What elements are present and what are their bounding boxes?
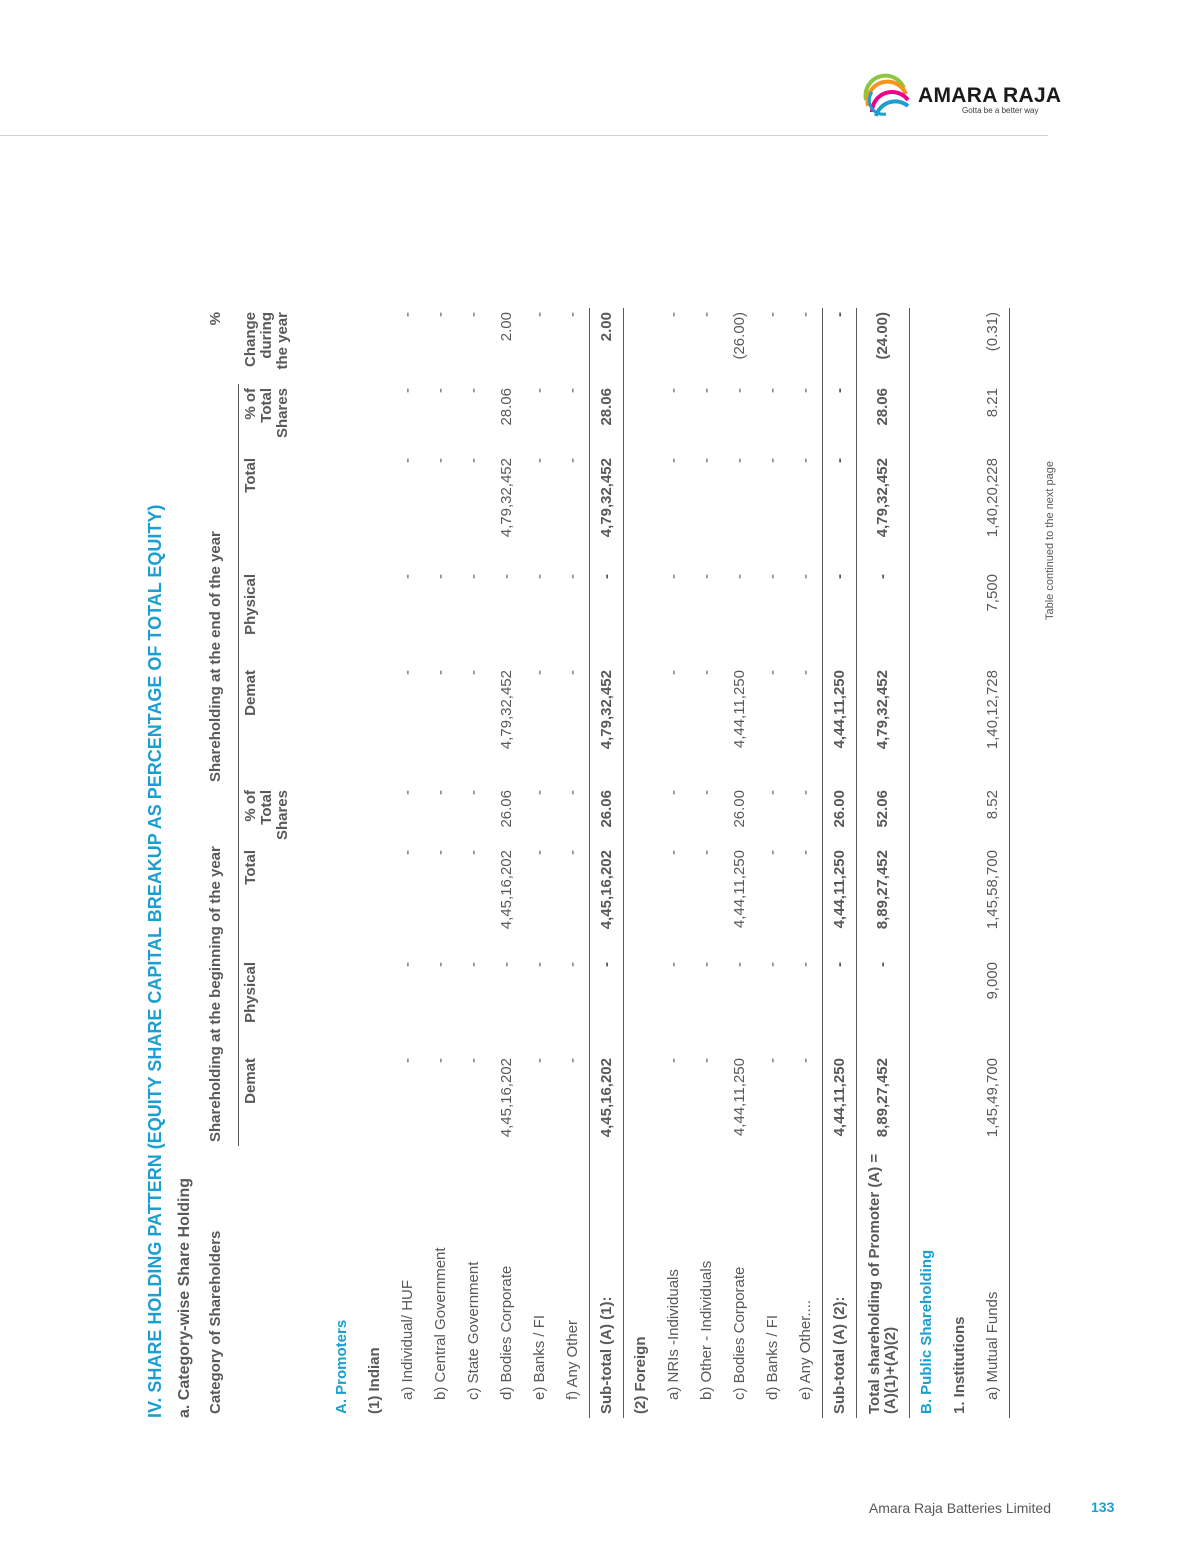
table-cell [325, 308, 358, 384]
table-cell: - [763, 850, 781, 855]
table-cell: - [563, 1058, 581, 1063]
table-cell [943, 786, 976, 846]
table-cell: - [697, 670, 715, 675]
col-change-header-top: % [207, 312, 224, 326]
table-cell: - [763, 312, 781, 317]
table-cell: - [763, 1058, 781, 1063]
row-label: a) Individual/ HUF [398, 1279, 416, 1400]
company-logo [858, 70, 1062, 130]
table-cell: - [697, 850, 715, 855]
table-cell: - [590, 570, 624, 666]
table-row [723, 308, 756, 1418]
table-cell: - [530, 670, 548, 675]
table-cell: - [796, 458, 814, 463]
col-pct-header: % of Total Shares [242, 388, 291, 439]
table-cell: 26.06 [497, 790, 515, 828]
table-row [690, 308, 723, 1418]
header-row-columns [239, 308, 326, 1418]
table-cell [358, 666, 391, 786]
table-cell: (0.31) [976, 308, 1010, 384]
table-cell: - [796, 574, 814, 579]
table-cell: - [530, 790, 548, 795]
table-cell [910, 958, 944, 1054]
table-cell: 28.06 [590, 384, 624, 454]
table-cell: 2.00 [497, 312, 515, 342]
table-cell [358, 1054, 391, 1146]
table-cell [624, 1054, 658, 1146]
table-cell [624, 308, 658, 384]
table-cell [910, 570, 944, 666]
table-cell: - [664, 962, 682, 967]
table-cell: - [530, 962, 548, 967]
table-cell [624, 786, 658, 846]
table-cell [910, 1054, 944, 1146]
table-row [424, 308, 457, 1418]
table-cell: - [464, 574, 482, 579]
table-cell [943, 666, 976, 786]
table-cell [943, 384, 976, 454]
table-cell: - [664, 1058, 682, 1063]
table-row [823, 308, 857, 1418]
table-cell [943, 454, 976, 570]
table-cell: - [730, 962, 748, 967]
table-cell: - [730, 388, 748, 393]
row-label: b) Central Government [431, 1247, 449, 1400]
table-cell [325, 958, 358, 1054]
header-row-groups [202, 308, 239, 1418]
continued-note-text: Table continued to the next page [1044, 460, 1056, 620]
table-cell [624, 570, 658, 666]
row-label: Sub-total (A) (2): [823, 1146, 857, 1418]
table-cell [943, 958, 976, 1054]
row-label: (1) Indian [365, 1347, 383, 1414]
table-cell: - [398, 850, 416, 855]
table-cell: 52.06 [857, 786, 910, 846]
table-cell: - [697, 312, 715, 317]
row-label: a) Mutual Funds [976, 1146, 1010, 1418]
table-cell: - [530, 312, 548, 317]
col-total-header: Total [242, 850, 259, 885]
row-label: A. Promoters [332, 1319, 350, 1414]
table-cell: - [563, 458, 581, 463]
table-cell: - [464, 312, 482, 317]
table-cell [910, 308, 944, 384]
table-cell: - [431, 388, 449, 393]
table-cell: 28.06 [857, 384, 910, 454]
table-cell: 26.00 [730, 790, 748, 828]
table-row [556, 308, 590, 1418]
group-begin-header: Shareholding at the beginning of the year [202, 786, 239, 1146]
section-title: IV. SHARE HOLDING PATTERN (EQUITY SHARE CAPITAL BREAKUP AS PERCENTAGE OF TOTAL EQUITY) [145, 504, 165, 1418]
table-cell: - [823, 454, 857, 570]
table-cell: - [530, 1058, 548, 1063]
col-pct-header: % of Total Shares [242, 790, 291, 841]
table-cell: - [431, 670, 449, 675]
table-cell: - [763, 574, 781, 579]
table-cell [910, 786, 944, 846]
table-cell: - [464, 962, 482, 967]
table-cell: - [530, 458, 548, 463]
table-cell: - [464, 1058, 482, 1063]
table-cell: 9,000 [976, 958, 1010, 1054]
table-cell [325, 1054, 358, 1146]
table-cell: 26.06 [590, 786, 624, 846]
table-cell: - [857, 958, 910, 1054]
table-cell [943, 308, 976, 384]
table-cell: - [398, 312, 416, 317]
table-cell: - [431, 574, 449, 579]
table-cell: 4,45,16,202 [497, 850, 515, 930]
table-cell: 4,44,11,250 [730, 670, 748, 749]
table-cell: - [763, 458, 781, 463]
row-label: e) Banks / FI [530, 1314, 548, 1400]
table-cell [325, 786, 358, 846]
table-cell: - [697, 458, 715, 463]
row-label: f) Any Other [563, 1319, 581, 1400]
table-cell [624, 958, 658, 1054]
table-cell: - [530, 574, 548, 579]
table-cell [624, 666, 658, 786]
table-row [523, 308, 556, 1418]
table-cell: - [664, 790, 682, 795]
row-label: d) Bodies Corporate [497, 1265, 515, 1400]
table-cell [624, 384, 658, 454]
table-cell: (24.00) [857, 308, 910, 384]
table-cell: - [563, 850, 581, 855]
col-category-header: Category of Shareholders [207, 1230, 224, 1414]
table-body [325, 308, 1010, 1418]
table-cell [358, 570, 391, 666]
table-cell: - [697, 1058, 715, 1063]
table-cell: - [796, 388, 814, 393]
table-cell [624, 846, 658, 958]
table-cell [358, 454, 391, 570]
table-cell: - [823, 958, 857, 1054]
col-demat-header: Demat [242, 1058, 259, 1104]
row-label: d) Banks / FI [763, 1314, 781, 1400]
table-cell: 7,500 [976, 570, 1010, 666]
table-row [910, 308, 944, 1418]
rotated-table-section [140, 178, 1040, 1418]
table-cell: 8,89,27,452 [857, 846, 910, 958]
table-cell: - [697, 790, 715, 795]
row-label: B. Public Shareholding [910, 1146, 944, 1418]
table-cell: 4,79,32,452 [857, 454, 910, 570]
table-cell: - [697, 388, 715, 393]
table-cell: - [796, 790, 814, 795]
table-cell [325, 570, 358, 666]
table-cell: 4,79,32,452 [497, 670, 515, 750]
table-cell [943, 570, 976, 666]
table-cell: 8.52 [976, 786, 1010, 846]
table-row [590, 308, 624, 1418]
table-cell: - [431, 1058, 449, 1063]
col-change-header: Change during the year [241, 312, 291, 370]
table-cell: - [464, 670, 482, 675]
table-cell: - [796, 1058, 814, 1063]
table-cell: - [431, 850, 449, 855]
table-cell: 8,89,27,452 [857, 1054, 910, 1146]
table-cell: - [563, 312, 581, 317]
table-cell: 26.00 [823, 786, 857, 846]
table-cell: - [431, 790, 449, 795]
brand-tagline: Gotta be a better way [962, 106, 1039, 115]
table-cell: - [763, 670, 781, 675]
row-label: 1. Institutions [950, 1316, 968, 1414]
table-cell: - [398, 790, 416, 795]
table-cell: 4,44,11,250 [823, 846, 857, 958]
section-subtitle: a. Category-wise Share Holding [176, 1177, 193, 1418]
table-row [358, 308, 391, 1418]
table-cell: - [563, 388, 581, 393]
table-cell: - [664, 458, 682, 463]
header-divider [0, 135, 1048, 136]
table-cell: - [464, 790, 482, 795]
row-label: b) Other - Individuals [697, 1260, 715, 1400]
table-cell: - [730, 574, 748, 579]
table-cell: - [497, 574, 515, 579]
table-cell: 1,45,49,700 [976, 1054, 1010, 1146]
table-cell [943, 1054, 976, 1146]
shareholding-table [202, 308, 1010, 1418]
table-cell: - [431, 458, 449, 463]
table-cell: - [497, 962, 515, 967]
table-cell: 4,45,16,202 [590, 846, 624, 958]
table-cell: - [730, 458, 748, 463]
table-row [391, 308, 424, 1418]
table-cell: - [590, 958, 624, 1054]
table-cell: - [398, 1058, 416, 1063]
table-cell: - [563, 790, 581, 795]
table-cell: 1,45,58,700 [976, 846, 1010, 958]
table-cell: - [796, 670, 814, 675]
table-cell: 4,79,32,452 [590, 666, 624, 786]
table-cell [358, 384, 391, 454]
table-cell: - [823, 308, 857, 384]
col-total-header: Total [242, 458, 259, 493]
group-end-header: Shareholding at the end of the year [202, 384, 239, 786]
table-cell: - [823, 570, 857, 666]
table-cell: - [530, 388, 548, 393]
table-cell [943, 846, 976, 958]
table-row [976, 308, 1010, 1418]
table-cell: 2.00 [590, 308, 624, 384]
table-row [624, 308, 658, 1418]
table-cell: (26.00) [730, 312, 748, 360]
table-cell [358, 786, 391, 846]
table-cell: - [563, 574, 581, 579]
table-cell: 4,79,32,452 [497, 458, 515, 538]
table-row [756, 308, 789, 1418]
row-label: Total shareholding of Promoter (A) = (A)(1)+(A)(2) [857, 1146, 910, 1418]
table-cell [358, 846, 391, 958]
table-cell: 4,45,16,202 [590, 1054, 624, 1146]
table-cell: - [664, 850, 682, 855]
table-cell: 4,44,11,250 [823, 1054, 857, 1146]
table-cell: - [398, 458, 416, 463]
table-cell: - [464, 388, 482, 393]
amara-raja-swirl-icon [858, 70, 914, 126]
table-cell: 1,40,12,728 [976, 666, 1010, 786]
row-label: (2) Foreign [631, 1336, 649, 1414]
table-row [857, 308, 910, 1418]
table-row [943, 308, 976, 1418]
table-row [490, 308, 523, 1418]
table-cell [910, 666, 944, 786]
table-cell: - [464, 850, 482, 855]
footer-page-number: 133 [1091, 1499, 1115, 1515]
table-cell [910, 384, 944, 454]
row-label: a) NRIs -Individuals [664, 1269, 682, 1400]
table-cell: - [664, 312, 682, 317]
table-row [789, 308, 823, 1418]
table-cell: - [431, 312, 449, 317]
table-cell: - [398, 388, 416, 393]
table-cell: 4,79,32,452 [590, 454, 624, 570]
table-cell: - [464, 458, 482, 463]
table-cell: - [664, 574, 682, 579]
row-label: Sub-total (A) (1): [590, 1146, 624, 1418]
table-cell: 1,40,20,228 [976, 454, 1010, 570]
col-physical-header: Physical [242, 962, 259, 1023]
continued-note [1042, 190, 1062, 620]
table-row [457, 308, 490, 1418]
table-cell: 4,79,32,452 [857, 666, 910, 786]
table-cell: - [664, 670, 682, 675]
row-label: c) State Government [464, 1261, 482, 1400]
col-demat-header: Demat [242, 670, 259, 716]
table-cell: - [398, 574, 416, 579]
col-physical-header: Physical [242, 574, 259, 635]
table-cell: - [763, 790, 781, 795]
table-cell: 4,44,11,250 [730, 1058, 748, 1137]
table-cell: 4,45,16,202 [497, 1058, 515, 1138]
table-cell: - [563, 670, 581, 675]
row-label: c) Bodies Corporate [730, 1266, 748, 1400]
table-cell: - [796, 962, 814, 967]
table-cell: - [796, 312, 814, 317]
table-cell: - [431, 962, 449, 967]
table-cell: - [398, 962, 416, 967]
footer-company-name: Amara Raja Batteries Limited [868, 1500, 1051, 1516]
table-cell [358, 958, 391, 1054]
table-cell [910, 454, 944, 570]
table-cell: - [697, 962, 715, 967]
table-cell: - [857, 570, 910, 666]
table-cell: - [563, 962, 581, 967]
table-cell [624, 454, 658, 570]
table-cell [910, 846, 944, 958]
table-cell: - [823, 384, 857, 454]
table-cell: - [664, 388, 682, 393]
table-cell [325, 384, 358, 454]
table-cell [325, 454, 358, 570]
table-cell: 8.21 [976, 384, 1010, 454]
table-cell: 28.06 [497, 388, 515, 426]
table-cell: - [763, 962, 781, 967]
table-cell: - [697, 574, 715, 579]
table-row [657, 308, 690, 1418]
table-cell [358, 308, 391, 384]
table-cell [325, 846, 358, 958]
table-cell: 4,44,11,250 [730, 850, 748, 929]
table-cell: - [763, 388, 781, 393]
brand-name: AMARA RAJA [918, 84, 1062, 107]
table-cell: - [398, 670, 416, 675]
table-cell: 4,44,11,250 [823, 666, 857, 786]
table-cell [325, 666, 358, 786]
row-label: e) Any Other.... [796, 1299, 814, 1400]
table-cell: - [530, 850, 548, 855]
table-cell: - [796, 850, 814, 855]
table-row [325, 308, 358, 1418]
